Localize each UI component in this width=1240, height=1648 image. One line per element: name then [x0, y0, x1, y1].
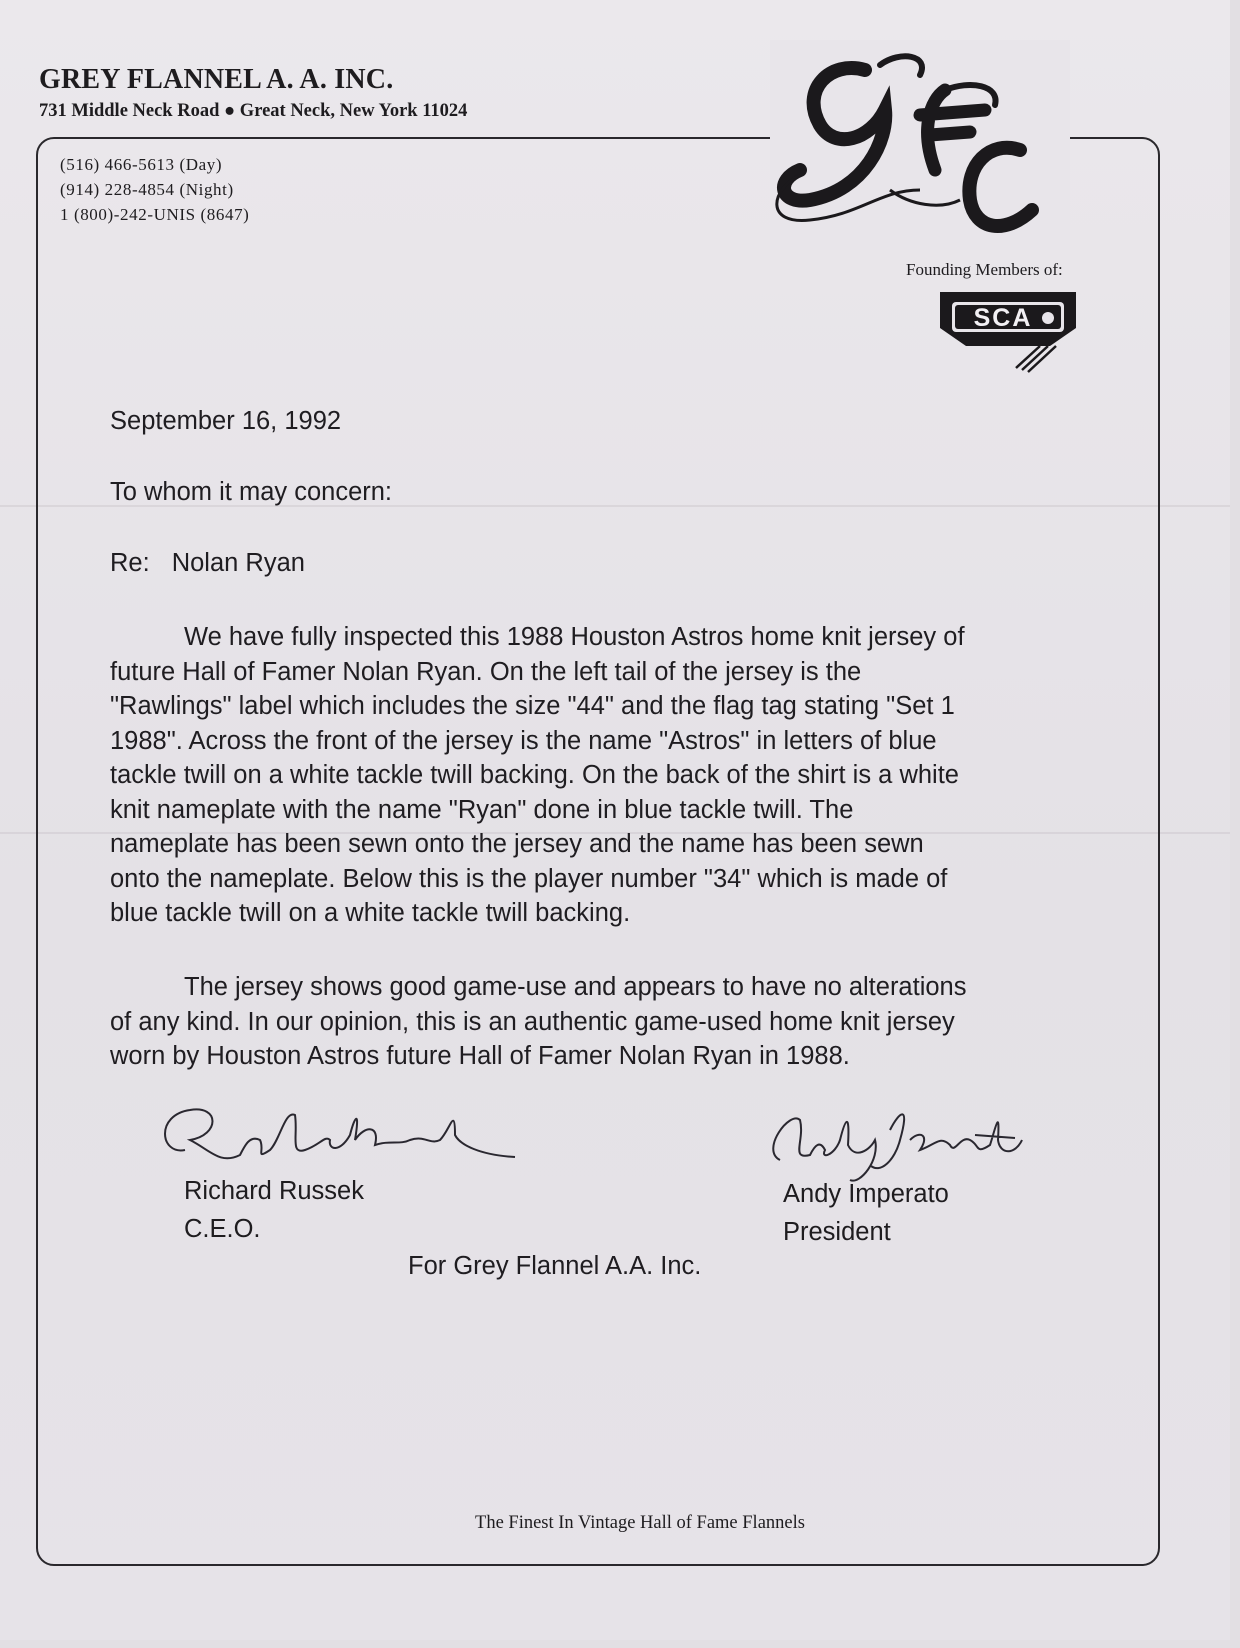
phone-night: (914) 228-4854 (Night) — [60, 180, 234, 199]
company-signoff: For Grey Flannel A.A. Inc. — [408, 1252, 702, 1280]
paragraph-line: of any kind. In our opinion, this is an authentic game-used home knit jersey — [110, 1007, 955, 1036]
paragraph-line: knit nameplate with the name "Ryan" done in blue tackle twill. The — [110, 795, 854, 824]
paragraph-opinion — [110, 970, 1110, 1074]
company-address: 731 Middle Neck Road ● Great Neck, New York 11024 — [39, 101, 468, 121]
paragraph-line: nameplate has been sewn onto the jersey and the name has been sewn — [110, 830, 924, 858]
signer-title: President — [783, 1218, 891, 1246]
paragraph-inspection — [110, 620, 1110, 931]
gfc-logo-icon — [770, 40, 1070, 250]
signer-title: C.E.O. — [184, 1215, 261, 1243]
re-subject: Nolan Ryan — [171, 549, 305, 577]
re-label: Re: — [110, 549, 150, 577]
signer-name: Andy Imperato — [783, 1180, 949, 1208]
signer-right — [783, 1175, 949, 1251]
footer-tagline: The Finest In Vintage Hall of Fame Flannels — [475, 1513, 805, 1533]
paragraph-line: future Hall of Famer Nolan Ryan. On the left tail of the jersey is the — [110, 657, 862, 686]
paragraph-line: We have fully inspected this 1988 Houston Astros home knit jersey of — [184, 623, 965, 651]
phone-list — [60, 152, 249, 227]
letter-date: September 16, 1992 — [110, 407, 342, 435]
paragraph-line: onto the nameplate. Below this is the player number "34" which is made of — [110, 864, 948, 893]
paragraph-line: The jersey shows good game-use and appears to have no alterations — [184, 973, 967, 1001]
founding-members-label: Founding Members of: — [906, 260, 1063, 279]
signer-left — [184, 1172, 364, 1248]
company-name: GREY FLANNEL A. A. INC. — [39, 64, 394, 95]
phone-day: (516) 466-5613 (Day) — [60, 155, 223, 174]
paragraph-line: 1988". Across the front of the jersey is the name "Astros" in letters of blue — [110, 726, 937, 755]
signer-name: Richard Russek — [184, 1177, 364, 1205]
salutation: To whom it may concern: — [110, 478, 393, 506]
re-line — [110, 549, 305, 578]
sca-badge-label: SCA — [973, 304, 1033, 332]
paragraph-line: worn by Houston Astros future Hall of Famer Nolan Ryan in 1988. — [110, 1042, 850, 1070]
paragraph-line: tackle twill on a white tackle twill backing. On the back of the shirt is a white — [110, 761, 959, 789]
phone-tollfree: 1 (800)-242-UNIS (8647) — [60, 205, 250, 224]
paragraph-line: "Rawlings" label which includes the size "44" and the flag tag stating "Set 1 — [110, 692, 955, 720]
paragraph-line: blue tackle twill on a white tackle twill backing. — [110, 899, 631, 927]
